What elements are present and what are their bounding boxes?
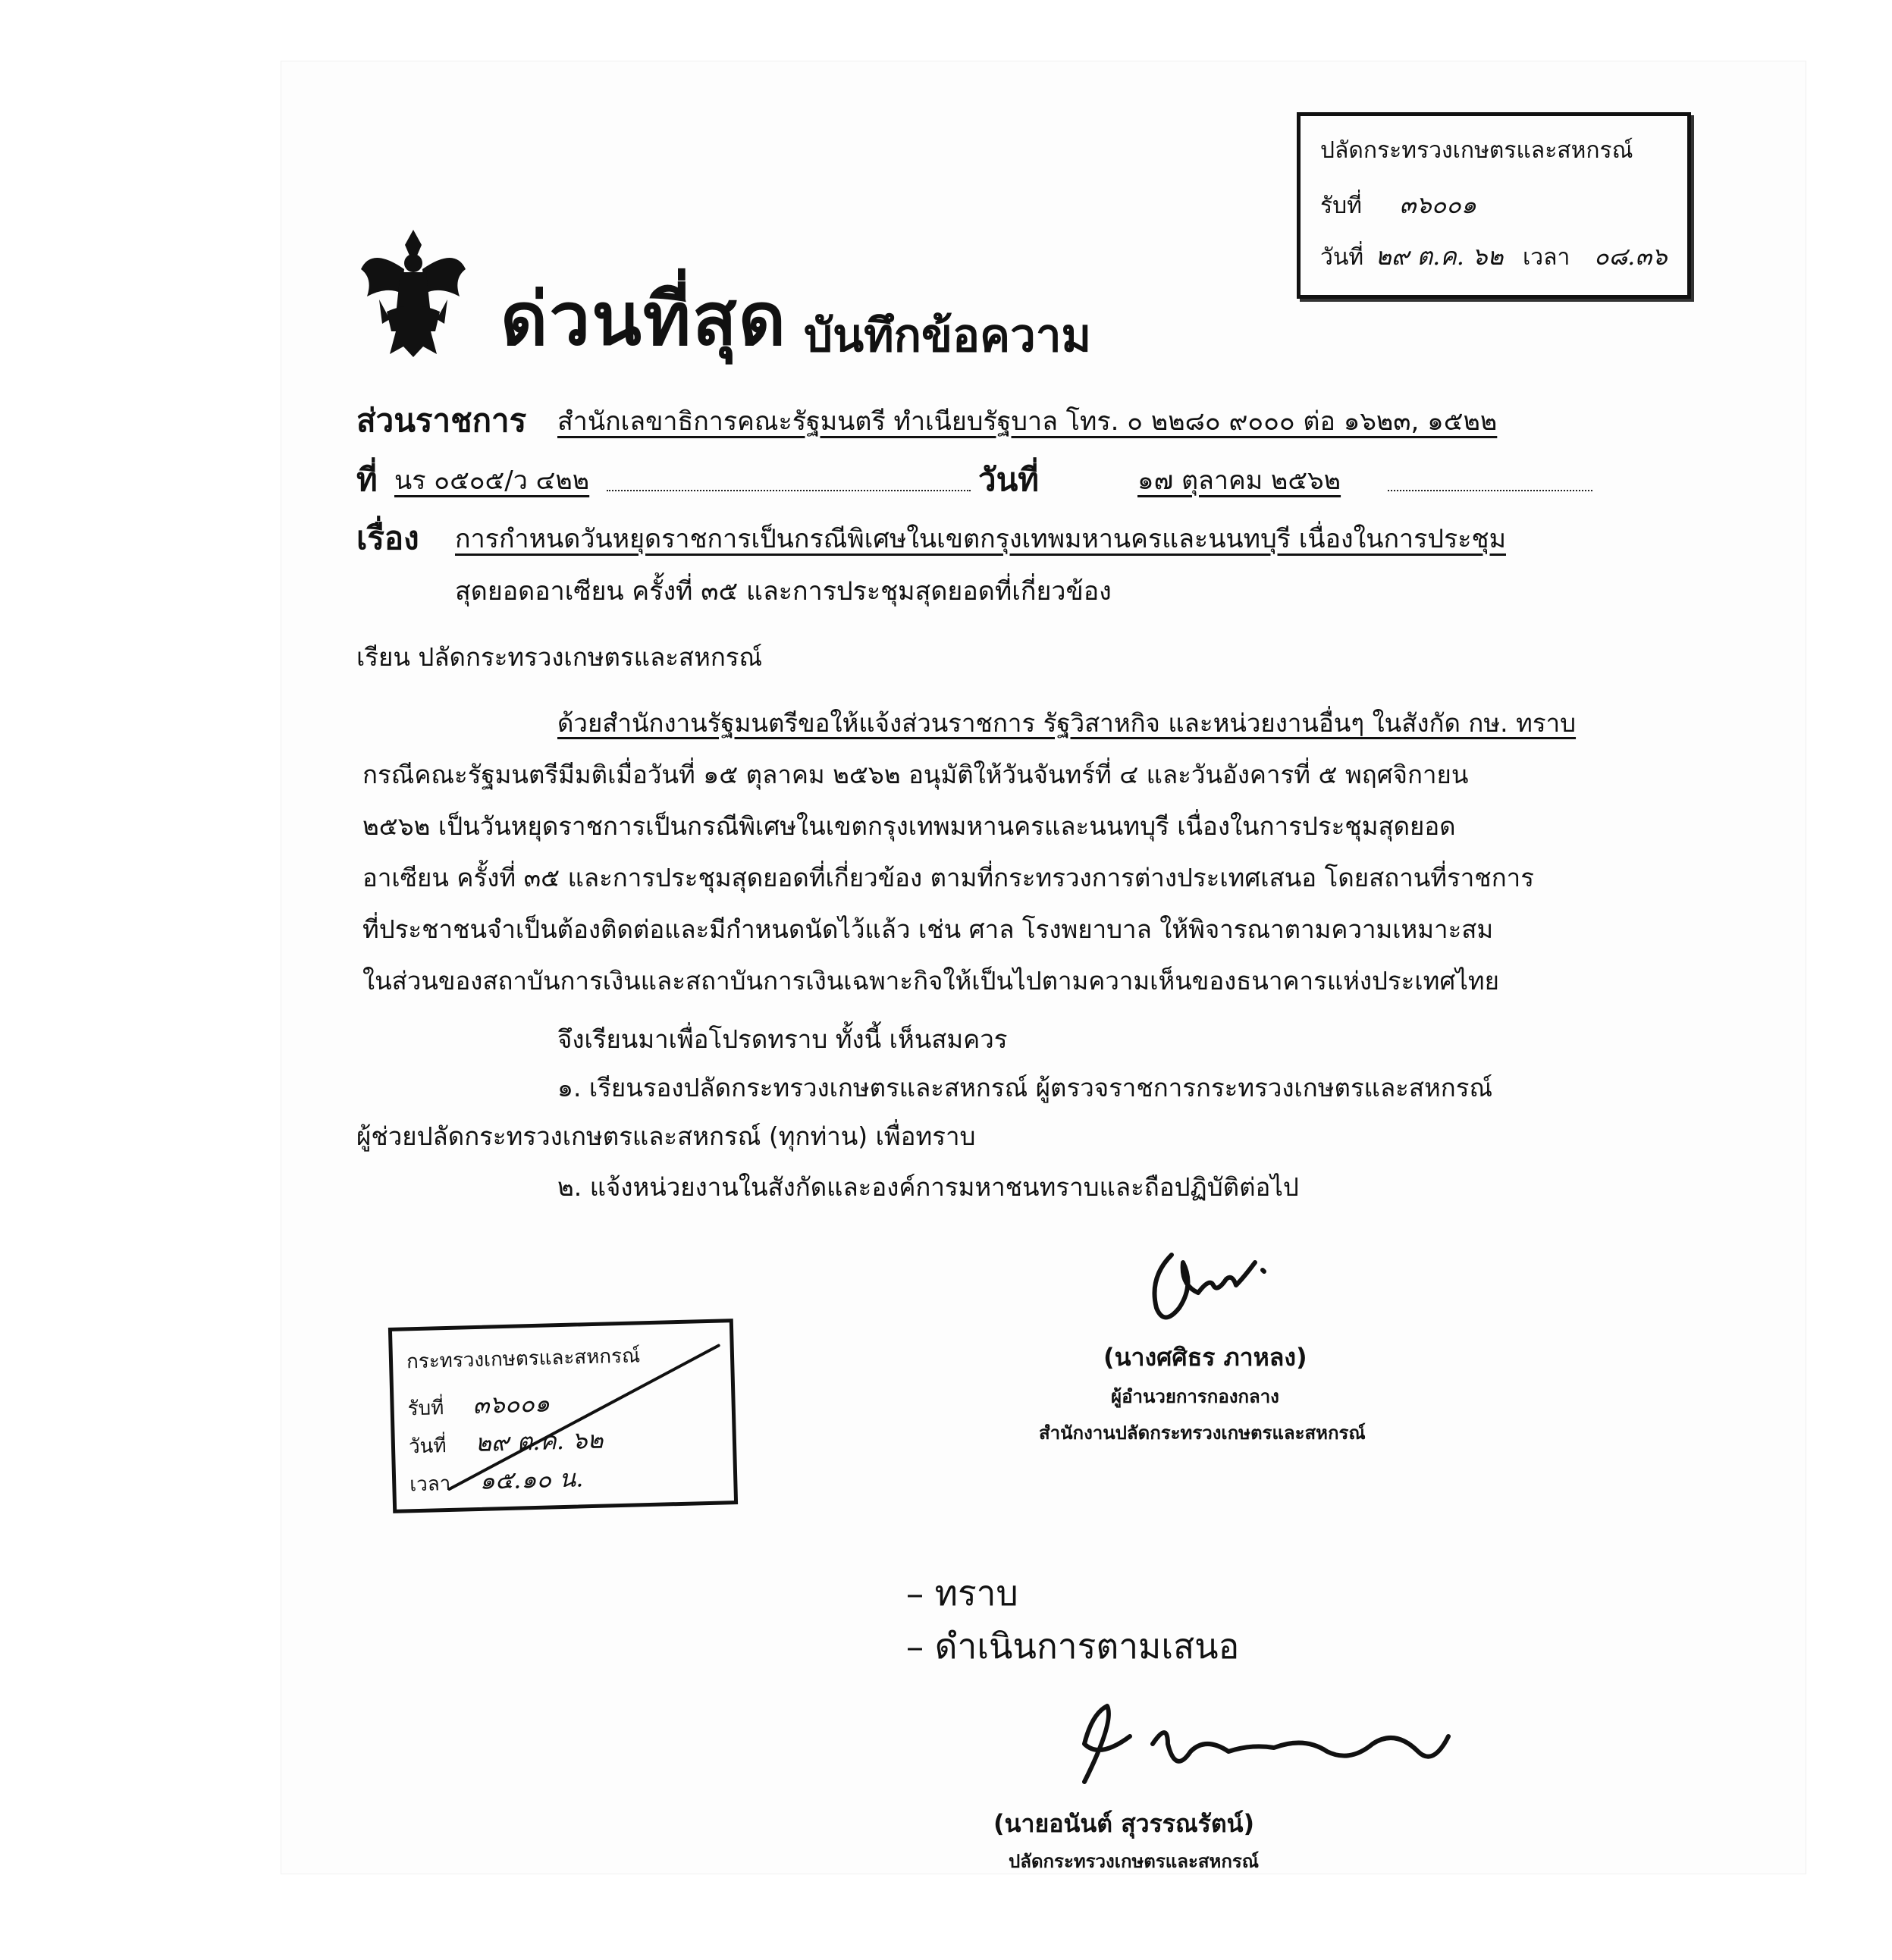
- receipt-stamp-bottom: [388, 1319, 738, 1513]
- stamp2-date: ๒๙ ต.ค. ๖๒: [475, 1425, 604, 1458]
- stamp2-receipt-no: ๓๖๐๐๑: [472, 1388, 551, 1420]
- signer-1-name: (นางศศิธร ภาหลง): [1103, 1343, 1307, 1372]
- agency-value: สำนักเลขาธิการคณะรัฐมนตรี ทำเนียบรัฐบาล โทร. ๐ ๒๒๘๐ ๙๐๐๐ ต่อ ๑๖๒๓, ๑๕๒๒: [557, 406, 1498, 437]
- stamp2-receipt-label: รับที่: [407, 1397, 444, 1421]
- body-line-2: กรณีคณะรัฐมนตรีมีมติเมื่อวันที่ ๑๕ ตุลาคม ๒๕๖๒ อนุมัติให้วันจันทร์ที่ ๔ และวันอังคารที่ ๕ พฤศจิกายน: [362, 760, 1469, 789]
- memo-title: บันทึกข้อความ: [804, 309, 1092, 362]
- body-line-5: ที่ประชาชนจำเป็นต้องติดต่อและมีกำหนดนัดไว้แล้ว เช่น ศาล โรงพยาบาล ให้พิจารณาตามความเหมาะสม: [362, 914, 1494, 944]
- stamp-org: ปลัดกระทรวงเกษตรและสหกรณ์: [1320, 137, 1633, 164]
- ref-value: นร ๐๕๐๕/ว ๔๒๒: [394, 466, 590, 496]
- body-line-3: ๒๕๖๒ เป็นวันหยุดราชการเป็นกรณีพิเศษในเขตกรุงเทพมหานครและนนทบุรี เนื่องในการประชุมสุดยอด: [362, 811, 1456, 841]
- body-line-1: ด้วยสำนักงานรัฐมนตรีขอให้แจ้งส่วนราชการ รัฐวิสาหกิจ และหน่วยงานอื่นๆ ในสังกัด กษ. ทราบ: [557, 708, 1577, 738]
- signature-2: [1054, 1691, 1464, 1797]
- salutation: เรียน ปลัดกระทรวงเกษตรและสหกรณ์: [356, 642, 763, 672]
- stamp-date-row: [1320, 237, 1668, 276]
- agency-label: ส่วนราชการ: [356, 402, 527, 439]
- stamp-date-label: วันที่: [1320, 244, 1364, 271]
- signer-2-name: (นายอนันต์ สุวรรณรัตน์): [993, 1809, 1255, 1838]
- subject-line-2: สุดยอดอาเซียน ครั้งที่ ๓๕ และการประชุมสุดยอดที่เกี่ยวข้อง: [455, 576, 1112, 607]
- receipt-stamp-top: [1297, 112, 1691, 299]
- handwritten-note-2: – ดำเนินการตามเสนอ: [906, 1626, 1240, 1667]
- stamp-receipt-label: รับที่: [1320, 193, 1362, 219]
- date-label: วันที่: [978, 461, 1039, 498]
- signature-1: [1141, 1232, 1278, 1331]
- body-line-6: ในส่วนของสถาบันการเงินและสถาบันการเงินเฉพาะกิจให้เป็นไปตามความเห็นของธนาคารแห่งประเทศไทย: [362, 966, 1500, 996]
- body-line-4: อาเซียน ครั้งที่ ๓๕ และการประชุมสุดยอดที่เกี่ยวข้อง ตามที่กระทรวงการต่างประเทศเสนอ โดยสถานที่ราชการ: [362, 863, 1534, 892]
- handwritten-note-1: – ทราบ: [906, 1573, 1018, 1613]
- item-1-line-2: ผู้ช่วยปลัดกระทรวงเกษตรและสหกรณ์ (ทุกท่าน) เพื่อทราบ: [356, 1121, 976, 1151]
- date-dotted-line: [1388, 490, 1592, 491]
- item-2-line: ๒. แจ้งหน่วยงานในสังกัดและองค์การมหาชนทราบและถือปฏิบัติต่อไป: [557, 1172, 1299, 1202]
- stamp-receipt-no: ๓๖๐๐๑: [1399, 190, 1477, 219]
- stamp2-scribble: [438, 1330, 730, 1504]
- garuda-emblem-icon: [356, 224, 470, 360]
- stamp2-time: ๑๕.๑๐ น.: [478, 1463, 584, 1495]
- signer-1-office: สำนักงานปลัดกระทรวงเกษตรและสหกรณ์: [1039, 1422, 1366, 1444]
- stamp-receipt-row: [1320, 186, 1476, 224]
- stamp-time-label: เวลา: [1523, 244, 1570, 271]
- stamp2-org: กระทรวงเกษตรและสหกรณ์: [406, 1344, 641, 1374]
- stamp-time: ๐๘.๓๖: [1593, 242, 1668, 271]
- signer-2-title: ปลัดกระทรวงเกษตรและสหกรณ์: [1009, 1851, 1259, 1872]
- closing-line: จึงเรียนมาเพื่อโปรดทราบ ทั้งนี้ เห็นสมควร: [557, 1024, 1008, 1054]
- subject-line-1: การกำหนดวันหยุดราชการเป็นกรณีพิเศษในเขตกรุงเทพมหานครและนนทบุรี เนื่องในการประชุม: [455, 524, 1506, 554]
- signer-1-title: ผู้อำนวยการกองกลาง: [1111, 1386, 1279, 1407]
- date-value: ๑๗ ตุลาคม ๒๕๖๒: [1137, 466, 1341, 496]
- stamp2-time-label: เวลา: [409, 1472, 451, 1497]
- subject-label: เรื่อง: [356, 519, 419, 557]
- item-1-line-1: ๑. เรียนรองปลัดกระทรวงเกษตรและสหกรณ์ ผู้ตรวจราชการกระทรวงเกษตรและสหกรณ์: [557, 1073, 1493, 1102]
- ref-label: ที่: [356, 461, 378, 498]
- stamp-date: ๒๙ ต.ค. ๖๒: [1375, 242, 1504, 271]
- ref-dotted-line: [607, 490, 971, 491]
- urgent-label: ด่วนที่สุด: [500, 277, 788, 362]
- stamp2-date-label: วันที่: [408, 1435, 447, 1459]
